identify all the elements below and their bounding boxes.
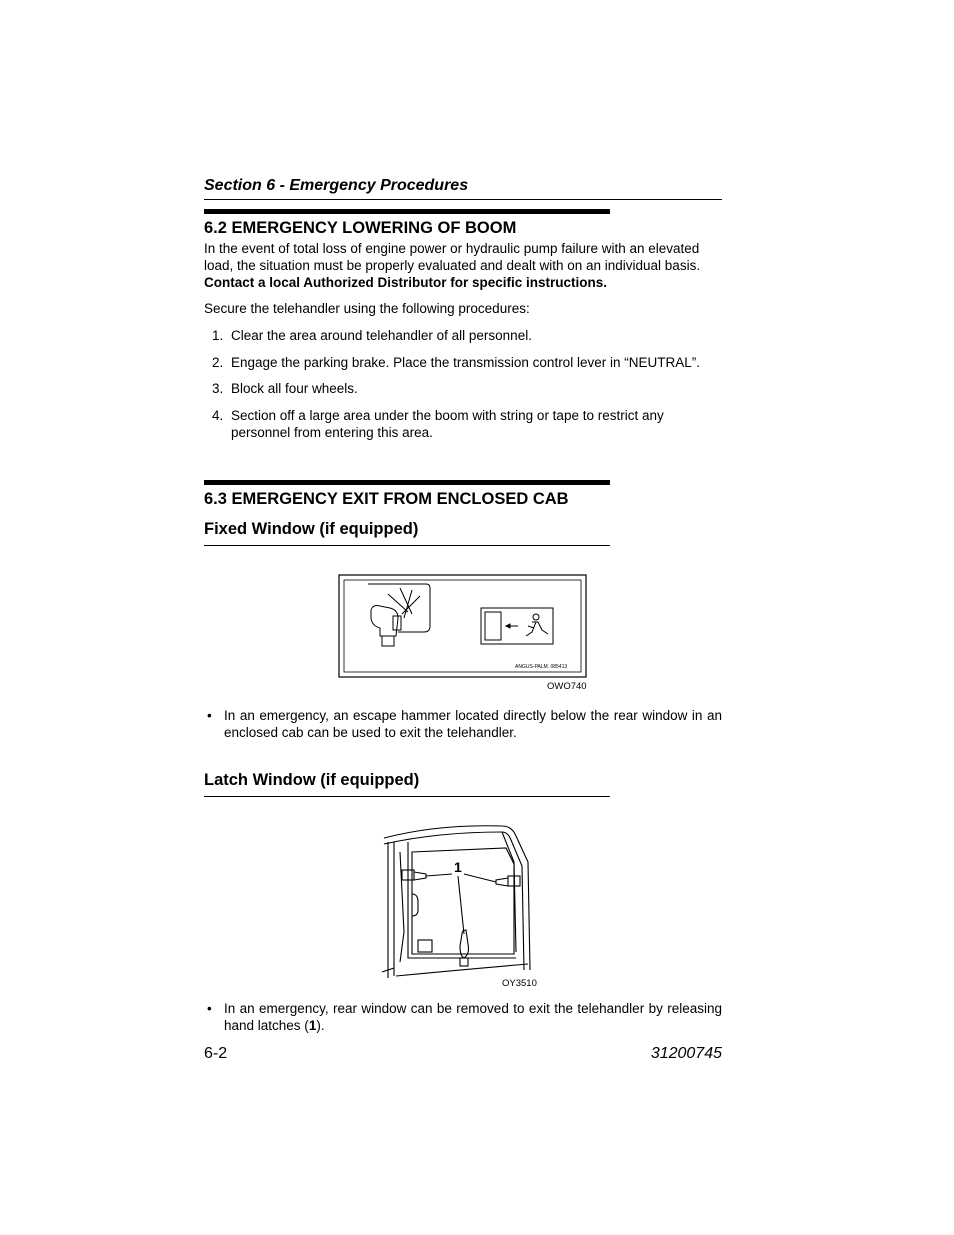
bullet-dot: • — [207, 708, 212, 723]
step-number: 3. — [212, 381, 224, 396]
subheading-fixed-window: Fixed Window (if equipped) — [204, 520, 610, 546]
section-header: Section 6 - Emergency Procedures — [204, 177, 722, 200]
doc-number: 31200745 — [650, 1045, 722, 1062]
callout-number: 1 — [454, 859, 462, 875]
intro-bold-text: Contact a local Authorized Distributor for specific instructions. — [204, 275, 608, 290]
bullet-escape-hammer — [207, 707, 722, 741]
step-item — [212, 407, 722, 441]
step-text: Section off a large area under the boom with string or tape to restrict any personnel from entering this area. — [231, 408, 664, 440]
figure-id-owo740: OWO740 — [547, 681, 587, 692]
escape-hammer-decal-figure — [338, 574, 588, 680]
step-number: 1. — [212, 328, 224, 343]
heading-6-3: 6.3 EMERGENCY EXIT FROM ENCLOSED CAB — [204, 480, 610, 509]
step-number: 4. — [212, 408, 224, 423]
bullet-text — [224, 1000, 722, 1034]
step-item — [212, 354, 722, 371]
step-text: Clear the area around telehandler of all personnel. — [231, 328, 532, 343]
bullet-latch-release — [207, 1000, 722, 1034]
latch-window-figure — [378, 822, 538, 982]
bullet-text: In an emergency, an escape hammer located directly below the rear window in an enclosed cab can be used to exit the telehandler. — [224, 708, 722, 740]
figure-id-oy3510: OY3510 — [502, 978, 537, 989]
bullet-dot: • — [207, 1001, 212, 1016]
intro-text: In the event of total loss of engine power or hydraulic pump failure with an elevated load, the situation must be properly evaluated and dealt with on an individual basis. — [204, 241, 701, 273]
step-item — [212, 380, 722, 397]
bullet-text-bold: 1 — [308, 1018, 317, 1033]
subheading-latch-window: Latch Window (if equipped) — [204, 771, 610, 797]
exit-sign-icon — [481, 608, 553, 644]
decal-label: ANGUS-PALM. 085413 — [515, 664, 568, 670]
hammer-window-icon — [368, 584, 430, 646]
step-number: 2. — [212, 355, 224, 370]
step-item — [212, 327, 722, 344]
heading-6-2: 6.2 EMERGENCY LOWERING OF BOOM — [204, 209, 610, 238]
bullet-text-pre: In an emergency, rear window can be removed to exit the telehandler by releasing hand latches ( — [224, 1001, 722, 1033]
page-number: 6-2 — [204, 1045, 228, 1062]
step-text: Engage the parking brake. Place the transmission control lever in “NEUTRAL”. — [231, 355, 700, 370]
intro-paragraph — [204, 240, 722, 291]
bullet-text-post: ). — [316, 1018, 325, 1033]
secure-paragraph: Secure the telehandler using the following procedures: — [204, 301, 530, 316]
step-text: Block all four wheels. — [231, 381, 358, 396]
